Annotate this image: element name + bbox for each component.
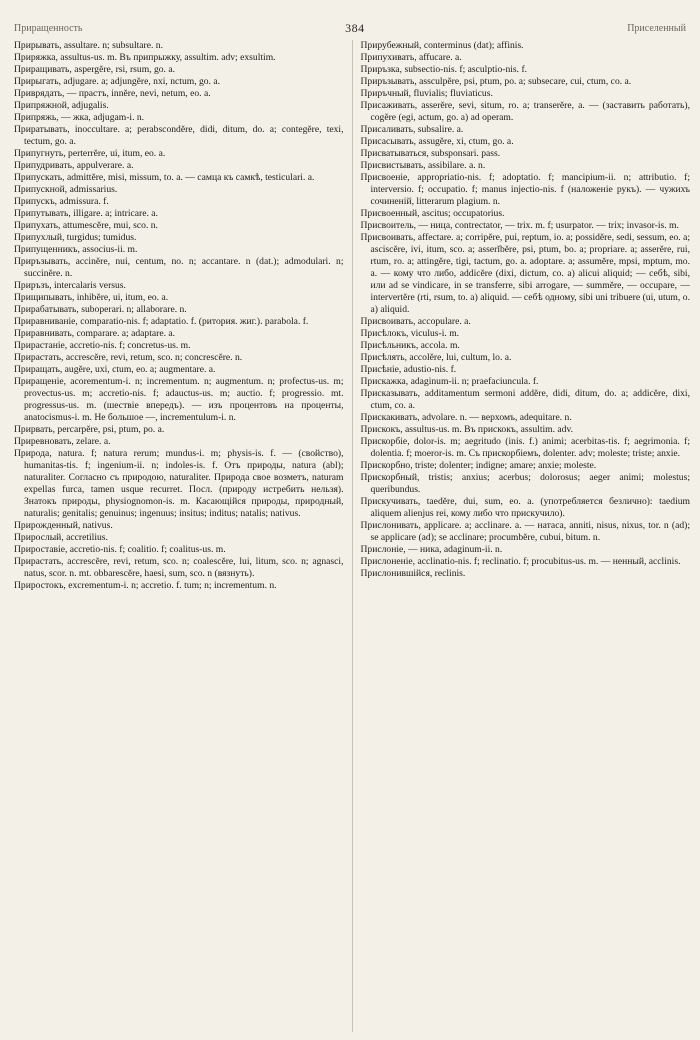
dictionary-entry: Прискакивать, advolare. n. — верхомъ, adequitare. n. <box>360 412 572 423</box>
dictionary-entry: Прислонивать, applicare. a; acclinare. a. — натаca, anniti, nisus, nixus, tor. n (ad); se applicare (ad); se acclinare; procumbĕre, cubui, bitum. n. <box>360 520 690 543</box>
dictionary-entry: Прискорбіе, dolor-is. m; aegritudo (inis. f.) animi; acerbitas-tis. f; aegrimonia. f; dolentia. f; moeror-is. m. Съ прискорбіемъ, dolenter. adv; moleste; triste; anxie. <box>360 436 690 459</box>
dictionary-entry: Приврядать, — прастъ, innĕre, nevi, netum, eo. a. <box>14 88 211 99</box>
dictionary-entry: Приравнивать, comparare. a; adaptare. a. <box>14 328 176 339</box>
running-head-left: Приращенность <box>14 22 83 34</box>
dictionary-entry: Прищипывать, inhibĕre, ui, itum, eo. a. <box>14 292 169 303</box>
dictionary-entry: Приръзъ, intercalaris versus. <box>14 280 126 291</box>
dictionary-entry: Прирожденный, nativus. <box>14 520 113 531</box>
dictionary-entry: Приращать, augĕre, uxi, ctum, eo. a; augmentare. a. <box>14 364 216 375</box>
dictionary-entry: Приратывать, inoccultare. a; perabscondĕre, didi, ditum, do. a; contegĕre, texi, tectum, go. a. <box>14 124 344 147</box>
dictionary-entry: Присвоивать, accopulare. a. <box>360 316 471 327</box>
dictionary-entry: Прислоненіе, acclinatio-nis. f; reclinatio. f; procubitus-us. m. — ненный, acclinis. <box>360 556 681 567</box>
dictionary-entry: Присказывать, additamentum sermoni addĕre, didi, ditum, do. a; addicĕre, dixi, ctum, co. a. <box>360 388 690 411</box>
left-column <box>14 40 353 1032</box>
dictionary-entry: Прироставіе, accretio-nis. f; coalitio. f; coalitus-us. m. <box>14 544 226 555</box>
dictionary-entry: Приравниваніе, comparatio-nis. f; adaptatio. f. (ритория. жиг.). parabola. f. <box>14 316 309 327</box>
dictionary-entry: Припудривать, appulverare. a. <box>14 160 134 171</box>
dictionary-entry: Прирабатывать, suboperari. n; allaborare. n. <box>14 304 187 315</box>
dictionary-entry: Присаливать, subsalire. a. <box>360 124 464 135</box>
dictionary-entry: Приръзывать, assculpĕre, psi, ptum, po. a; subsecare, cui, ctum, co. a. <box>360 76 632 87</box>
dictionary-entry: Припутывать, illigare. a; intricare. a. <box>14 208 158 219</box>
dictionary-entry: Прискокъ, assultus-us. m. Въ прискокъ, assultim. adv. <box>360 424 574 435</box>
dictionary-entry: Присвоенный, ascitus; occupatorius. <box>360 208 505 219</box>
dictionary-entry: Прискажка, adaginum-ii. n; praefaciuncula. f. <box>360 376 539 387</box>
dictionary-entry: Припухивать, affucare. a. <box>360 52 462 63</box>
dictionary-entry: Приръзывать, accinĕre, nui, centum, no. n; accantare. n (dat.); admodulari. n; succinĕre. n. <box>14 256 344 279</box>
dictionary-entry: Присѣльникъ, accola. m. <box>360 340 460 351</box>
dictionary-entry: Природа, natura. f; natura rerum; mundus-i. m; physis-is. f. — (свойство), humanitas-tis. f; ingenium-ii. n; indoles-is. f. Отъ природы, natura (abl); naturaliter. Согласно съ природою, naturaliter. Природа свое возметъ, naturam expellas furca, tamen usque recurret. Посл. (природу истребить нельзя). Знатокъ природы, physiognomon-is. m. Касающійся природы, природный, naturalis; genitalis; genuinus; ingenuus; insitus; inditus; natalis; nativus. <box>14 448 344 519</box>
two-column-body <box>14 40 690 1032</box>
dictionary-entry: Припущенникъ, associus-ii. m. <box>14 244 138 255</box>
dictionary-entry: Приръзка, subsectio-nis. f; asculptio-nis. f. <box>360 64 528 75</box>
dictionary-entry: Прирыгать, adjugare. a; adjungĕre, nxi, nctum, go. a. <box>14 76 221 87</box>
dictionary-entry: Присасывать, assugĕre, xi, ctum, go. a. <box>360 136 514 147</box>
dictionary-entry: Присвистывать, assibilare. a. n. <box>360 160 486 171</box>
dictionary-entry: Прирубежный, conterminus (dat); affinis. <box>360 40 524 51</box>
dictionary-entry: Приряжка, assultus-us. m. Въ припрыжку, assultim. adv; exsultim. <box>14 52 276 63</box>
dictionary-entry: Прирвать, percarpĕre, psi, ptum, po. a. <box>14 424 165 435</box>
dictionary-entry: Приростокъ, excrementum-i. n; accretio. f. tum; n; incrementum. n. <box>14 580 277 591</box>
dictionary-entry: Прирастать, accrescĕre, revi, retum, sco. n; coalescĕre, lui, litum, sco. n; agnasci, natus, scor. n. mt. obbarescĕre, haesi, sum, sco. n (вязнуть). <box>14 556 344 579</box>
dictionary-entry: Присаживать, asserĕre, sevi, situm, ro. a; transerĕre, a. — (заставить работать), cogĕre (egi, actum, go. a) ad operam. <box>360 100 690 123</box>
dictionary-entry: Прирастаніе, accretio-nis. f; concretus-us. m. <box>14 340 191 351</box>
dictionary-entry: Присѣлокъ, viculus-i. m. <box>360 328 460 339</box>
dictionary-entry: Припугнуть, perterrĕre, ui, itum, eo. a. <box>14 148 166 159</box>
dictionary-entry: Присвоивать, affectare. a; corripĕre, pui, reptum, io. a; possidĕre, sedi, sessum, eo. a; asciscĕre, ivi, itum, sco. a; asserĭbĕre, psi, ptum, bo. a; propriare. a; asserĕre, rui, rtum, ro. a; attingĕre, tigi, tactum, go. a. adoptare. a; assumĕre, mpsi, mptum, mo. a. — кому что либо, addicĕre (dixi, dictum, co. a) alicui aliquid; — себѣ, sibi, или ad se vindicare, in se transferre, sibi arrogare, — summĕre, — occupare, — intervertĕre (rti, rsum, to. a) aliquid. — себѣ одному, sibi uni tribuere (ui, utum, o. a) aliquid. <box>360 232 690 315</box>
dictionary-entry: Припряжь, — жка, adjugam-i. n. <box>14 112 145 123</box>
dictionary-entry: Прислонившійся, reclinis. <box>360 568 466 579</box>
dictionary-entry: Припускать, admittĕre, misi, missum, to. a. — самца къ самкѣ, testiculari. a. <box>14 172 315 183</box>
page-number: 384 <box>345 20 365 35</box>
dictionary-entry: Припухлый, turgidus; tumidus. <box>14 232 137 243</box>
dictionary-entry: Прирослый, accretilius. <box>14 532 108 543</box>
dictionary-entry: Присватываться, subsponsari. pass. <box>360 148 501 159</box>
dictionary-entry: Прирывать, assultare. n; subsultare. n. <box>14 40 163 51</box>
dictionary-entry: Приращивать, aspergĕre, rsi, rsum, go. a. <box>14 64 176 75</box>
dictionary-entry: Приръчный, fluvialis; fluviaticus. <box>360 88 493 99</box>
dictionary-entry: Прискучивать, taedĕre, dui, sum, eo. a. (употребляется безлично): taedium aliquem alienjus rei, кому либо что прискучило). <box>360 496 690 519</box>
dictionary-entry: Припухать, attumescĕre, mui, sco. n. <box>14 220 158 231</box>
dictionary-entry: Прискорбный, tristis; anxius; acerbus; dolorosus; aeger animi; molestus; queribundus. <box>360 472 690 495</box>
dictionary-entry: Прискорбно, triste; dolenter; indigne; amare; anxie; moleste. <box>360 460 597 471</box>
dictionary-entry: Приревновать, zelare. a. <box>14 436 111 447</box>
running-head-right: Приселенный <box>627 22 686 34</box>
dictionary-entry: Припряжной, adjugalis. <box>14 100 109 111</box>
dictionary-entry: Присѣніе, adustio-nis. f. <box>360 364 457 375</box>
page-header <box>14 18 686 38</box>
dictionary-entry: Прирастать, accrescĕre, revi, retum, sco. n; concrescĕre. n. <box>14 352 243 363</box>
dictionary-entry: Припускной, admissarius. <box>14 184 118 195</box>
dictionary-entry: Прислоніе, — ника, adaginum-ii. n. <box>360 544 503 555</box>
dictionary-entry: Присѣлять, accolĕre, lui, cultum, lo. a. <box>360 352 512 363</box>
dictionary-entry: Припускъ, admissura. f. <box>14 196 109 207</box>
dictionary-entry: Приращеніе, acorementum-i. n; incrementum. n; augmentum. n; profectus-us. m; provectus-us. m; accretio-nis. f; adauctus-us. m; auctio. f; progressio. mt. progressus-us. m. (шествіе впередъ). — изъ процентовъ на проценты, anatocismus-i. m. Не большое —, incrementulum-i. n. <box>14 376 344 423</box>
dictionary-entry: Присвоитель, — ница, contrectator, — trix. m. f; usurpator. — trix; invasor-is. m. <box>360 220 679 231</box>
dictionary-entry: Присвоеніе, appropriatio-nis. f; adoptatio. f; mancipium-ii. n; attributio. f; interversio. f; occupatio. f; manus injectio-nis. f (наложеніе рукъ). — чужихъ сочиненій, litterarum plagium. n. <box>360 172 690 207</box>
right-column <box>353 40 691 1032</box>
